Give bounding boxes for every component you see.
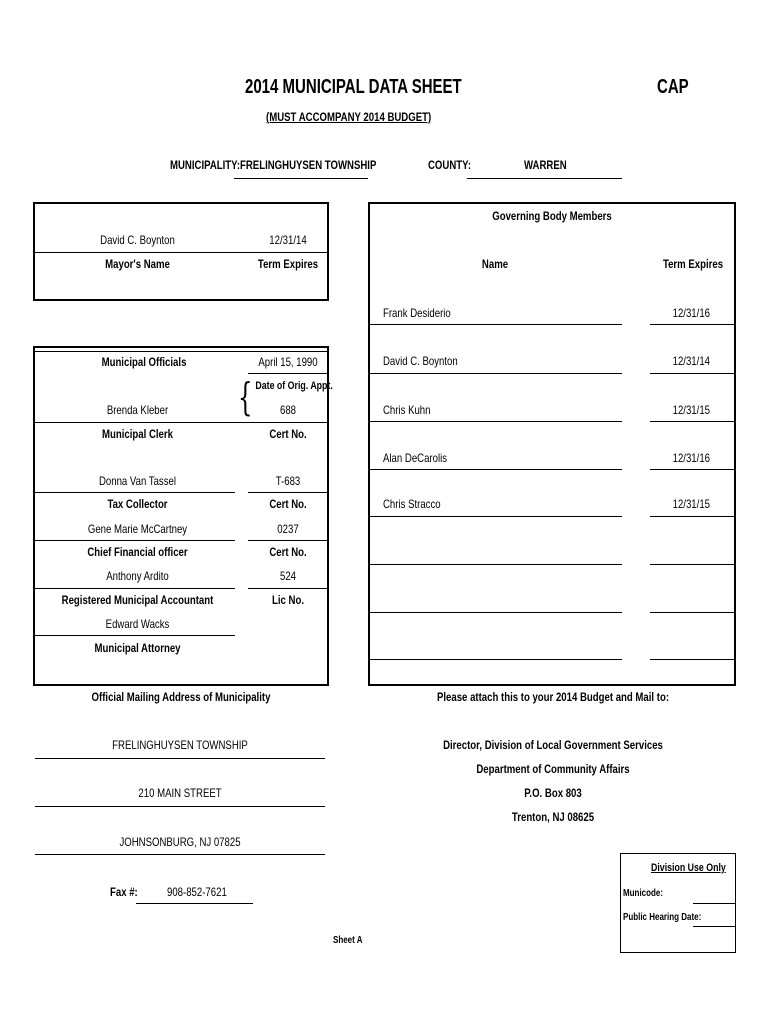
member-line [370,421,622,422]
member-line [370,516,622,517]
member-name: David C. Boynton [383,354,458,368]
member-term-line [650,324,734,325]
member-name: Chris Stracco [383,497,441,511]
attorney-title: Municipal Attorney [94,641,181,655]
municode-label: Municode: [623,888,663,899]
collector-title: Tax Collector [107,497,168,511]
mailing-underline [35,854,325,855]
send-heading: Please attach this to your 2014 Budget and Mail to: [436,690,670,704]
send-line3: P.O. Box 803 [524,786,582,800]
collector-cert: T-683 [275,474,301,488]
municipality-value: FRELINGHUYSEN TOWNSHIP [240,158,377,172]
mayor-term-label: Term Expires [257,257,319,271]
mailing-underline [35,758,325,759]
member-term: 12/31/16 [672,306,710,320]
attorney-name: Edward Wacks [105,617,170,631]
page-title: 2014 MUNICIPAL DATA SHEET [245,76,462,98]
member-name: Chris Kuhn [383,403,431,417]
hearing-label: Public Hearing Date: [623,912,702,923]
collector-cert-line [248,492,327,493]
member-term: 12/31/14 [672,354,710,368]
member-term: 12/31/15 [672,497,710,511]
mailing-line2: 210 MAIN STREET [138,786,222,800]
collector-name: Donna Van Tassel [98,474,177,488]
collector-cert-label: Cert No. [269,497,307,511]
clerk-title: Municipal Clerk [102,427,173,441]
collector-line [35,492,235,493]
member-line [370,469,622,470]
hearing-line [693,926,735,927]
rma-title: Registered Municipal Accountant [61,593,214,607]
rma-line [35,588,235,589]
attorney-line [35,635,235,636]
member-name: Alan DeCarolis [383,451,448,465]
governing-term-label: Term Expires [662,257,724,271]
municipality-label: MUNICIPALITY: [170,158,241,172]
mayor-line [35,252,327,253]
sheet-label: Sheet A [333,935,363,946]
governing-box [368,202,736,686]
member-line [370,612,622,613]
clerk-cert: 688 [279,403,297,417]
orig-appt-date: April 15, 1990 [258,355,318,369]
clerk-name: Brenda Kleber [106,403,169,417]
mayor-name: David C. Boynton [100,233,175,247]
member-line [370,373,622,374]
officials-heading: Municipal Officials [101,355,187,369]
member-term-line [650,373,734,374]
send-line1: Director, Division of Local Government Services [443,738,663,752]
rma-name: Anthony Ardito [106,569,169,583]
municode-line [693,903,735,904]
cfo-name: Gene Marie McCartney [87,522,188,536]
cfo-line [35,540,235,541]
member-line [370,564,622,565]
member-term-line [650,659,734,660]
member-term-line [650,421,734,422]
governing-heading: Governing Body Members [492,209,612,223]
cfo-cert-line [248,540,327,541]
member-term-line [650,516,734,517]
fax-label: Fax #: [110,885,138,899]
member-term: 12/31/16 [672,451,710,465]
mailing-heading: Official Mailing Address of Municipality [91,690,271,704]
cfo-title: Chief Financial officer [87,545,188,559]
send-line4: Trenton, NJ 08625 [511,810,595,824]
county-value: WARREN [524,158,567,172]
fax-value: 908-852-7621 [167,885,227,899]
cfo-cert: 0237 [277,522,299,536]
cap-label: CAP [657,76,689,98]
mailing-line3: JOHNSONBURG, NJ 07825 [119,835,241,849]
mayor-term: 12/31/14 [269,233,307,247]
officials-top-line [35,351,327,352]
member-name: Frank Desiderio [383,306,451,320]
member-line [370,324,622,325]
member-term-line [650,469,734,470]
rma-lic-label: Lic No. [271,593,304,607]
county-label: COUNTY: [428,158,472,172]
rma-cert-line [248,588,327,589]
clerk-cert-label: Cert No. [269,427,307,441]
member-line [370,659,622,660]
mailing-underline [35,806,325,807]
governing-name-label: Name [481,257,509,271]
brace-icon: { [238,375,253,419]
cfo-cert-label: Cert No. [269,545,307,559]
division-heading: Division Use Only [651,862,726,874]
send-line2: Department of Community Affairs [476,762,630,776]
subtitle: (MUST ACCOMPANY 2014 BUDGET) [266,110,432,124]
rma-cert: 524 [279,569,297,583]
mailing-line1: FRELINGHUYSEN TOWNSHIP [112,738,248,752]
mayor-name-label: Mayor's Name [105,257,170,271]
municipality-underline [234,178,368,179]
orig-appt-line [248,373,327,374]
fax-underline [136,903,253,904]
member-term-line [650,564,734,565]
county-underline [467,178,622,179]
clerk-line [35,422,327,423]
orig-appt-label: Date of Orig. Appt. [255,380,333,392]
member-term: 12/31/15 [672,403,710,417]
member-term-line [650,612,734,613]
